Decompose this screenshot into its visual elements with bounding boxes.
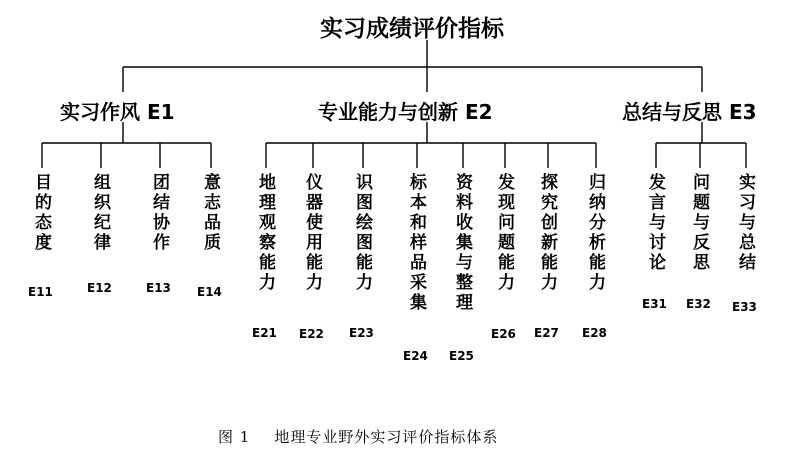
leaf-node-e33: 实习与总结 bbox=[735, 173, 755, 273]
leaf-code-e32: E32 bbox=[686, 297, 711, 311]
leaf-node-e26: 发现问题能力 bbox=[494, 173, 514, 293]
leaf-code-e14: E14 bbox=[197, 285, 222, 299]
category-node-e3: 总结与反思 E3 bbox=[622, 100, 757, 124]
leaf-node-e27: 探究创新能力 bbox=[537, 173, 557, 293]
leaf-code-e25: E25 bbox=[449, 349, 474, 363]
leaf-code-e24: E24 bbox=[403, 349, 428, 363]
leaf-code-e31: E31 bbox=[642, 297, 667, 311]
leaf-node-e28: 归纳分析能力 bbox=[585, 173, 605, 293]
leaf-node-e24: 标本和样品采集 bbox=[406, 173, 426, 313]
leaf-node-e23: 识图绘图能力 bbox=[352, 173, 372, 293]
leaf-node-e21: 地理观察能力 bbox=[255, 173, 275, 293]
leaf-code-e27: E27 bbox=[534, 326, 559, 340]
figure-number: 图 1 bbox=[218, 428, 251, 446]
figure-caption bbox=[218, 426, 498, 447]
leaf-code-e23: E23 bbox=[349, 326, 374, 340]
leaf-code-e33: E33 bbox=[732, 300, 757, 314]
leaf-code-e13: E13 bbox=[146, 281, 171, 295]
leaf-code-e21: E21 bbox=[252, 326, 277, 340]
category-node-e1: 实习作风 E1 bbox=[60, 100, 175, 124]
leaf-node-e25: 资料收集与整理 bbox=[452, 173, 472, 313]
leaf-node-e12: 组织纪律 bbox=[90, 173, 110, 253]
figure-caption-text: 地理专业野外实习评价指标体系 bbox=[274, 428, 499, 446]
leaf-node-e13: 团结协作 bbox=[149, 173, 169, 253]
leaf-code-e28: E28 bbox=[582, 326, 607, 340]
leaf-node-e11: 目的态度 bbox=[31, 173, 51, 253]
leaf-node-e14: 意志品质 bbox=[200, 173, 220, 253]
root-node: 实习成绩评价指标 bbox=[320, 16, 504, 42]
leaf-node-e32: 问题与反思 bbox=[689, 173, 709, 273]
leaf-node-e22: 仪器使用能力 bbox=[302, 173, 322, 293]
leaf-code-e22: E22 bbox=[299, 327, 324, 341]
category-node-e2: 专业能力与创新 E2 bbox=[318, 100, 493, 124]
leaf-code-e12: E12 bbox=[87, 281, 112, 295]
leaf-code-e26: E26 bbox=[491, 327, 516, 341]
leaf-code-e11: E11 bbox=[28, 285, 53, 299]
leaf-node-e31: 发言与讨论 bbox=[645, 173, 665, 273]
